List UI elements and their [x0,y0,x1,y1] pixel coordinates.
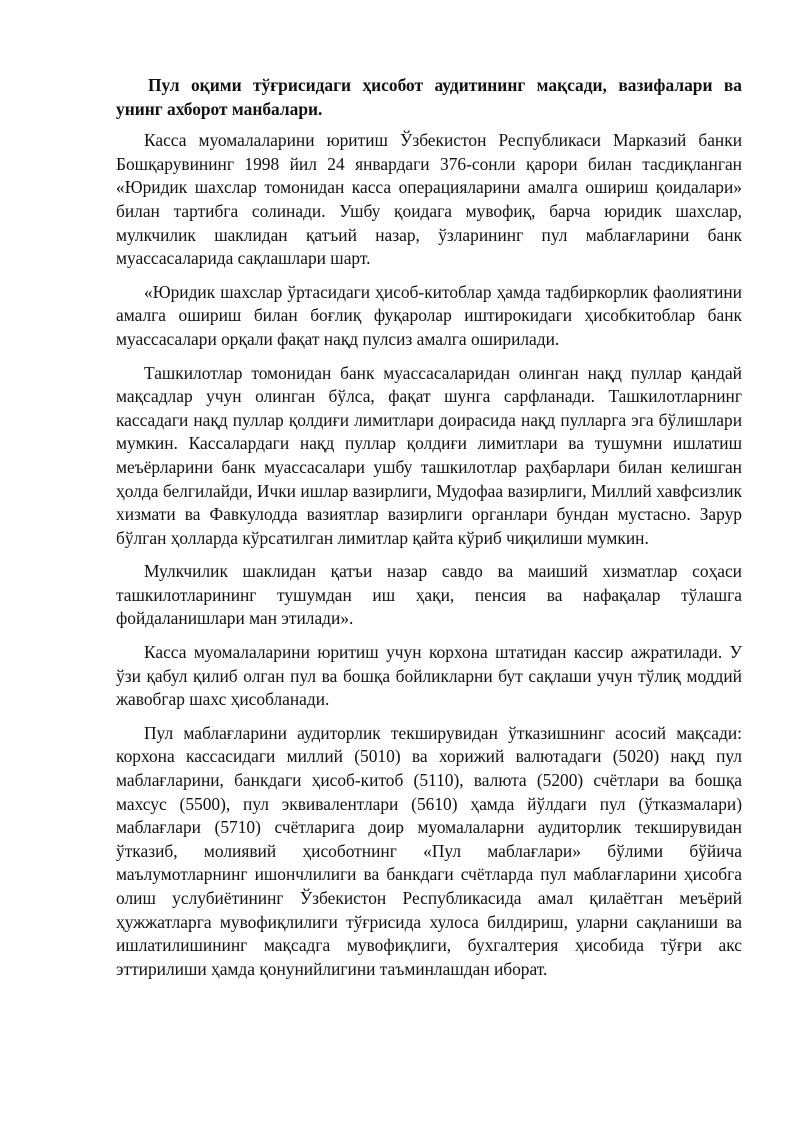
paragraph-cashier-responsibility: Касса муомалаларини юритиш учун корхона штатидан кассир ажратилади. У ўзи қабул қилиб олган пул ва бошқа бойликларни бут сақлаши учун тўлиқ моддий жавобгар шахс ҳисобланади. [116,642,742,710]
paragraph-cash-limits: Ташкилотлар томонидан банк муассасаларидан олинган нақд пуллар қандай мақсадлар учун олинган бўлса, фақат шунга сарфланади. Ташкилотларнинг кассадаги нақд пуллар қолдиғи лимитлари доирасида нақд пулларга эга бўлишлари мумкин. Кассалардаги нақд пуллар қолдиғи лимитлари ва тушумни ишлатиш меъёрларини банк муассасалари ушбу ташкилотлар раҳбарлари билан келишган ҳолда белгилайди, Ички ишлар вазирлиги, Мудофаа вазирлиги, Миллий хавфсизлик хизмати ва Фавкулодда вазиятлар вазирлиги органлари бундан мустасно. Зарур бўлган ҳолларда кўрсатилган лимитлар қайта кўриб чиқилиши мумкин. [116,362,742,548]
paragraph-audit-purpose: Пул маблағларини аудиторлик текширувидан ўтказишнинг асосий мақсади: корхона кассасидаги миллий (5010) ва хорижий валютадаги (5020) нақд пул маблағларини, банкдаги ҳисоб-китоб (5110), валюта (5200) счётлари ва бошқа махсус (5500), пул эквивалентлари (5610) ҳамда йўлдаги пул (ўтказмалари) маблағлари (5710) счётларига доир муомалаларни аудиторлик текширувидан ўтказиб, молиявий ҳисоботнинг «Пул маблағлари» бўлими бўйича маълумотларнинг ишончлилиги ва банкдаги счётларда пул маблағларини ҳисобга олиш услубиётининг Ўзбекистон Республикасида амал қилаётган меъёрий ҳужжатларга мувофиқлилиги тўғрисида хулоса билдириш, уларни сақланиши ва ишлатилишининг мақсадга мувофиқлиги, бухгалтерия ҳисобида тўғри акс эттирилиши ҳамда қонунийлигини таъминлашдан иборат. [116,722,742,979]
document-title: Пул оқими тўғрисидаги ҳисобот аудитининг мақсади, вазифалари ва унинг ахборот манбалари. [116,75,742,119]
paragraph-revenue-usage-ban: Мулкчилик шаклидан қатъи назар савдо ва маиший хизматлар соҳаси ташкилотларининг тушумдан иш ҳақи, пенсия ва нафақалар тўлашга фойдаланишлари ман этилади». [116,561,742,629]
document-page [116,74,742,991]
paragraph-cash-operations-rules: Касса муомалаларини юритиш Ўзбекистон Республикаси Марказий банки Бошқарувининг 1998 йил 24 январдаги 376-сонли қарори билан тасдиқланган «Юридик шахслар томонидан касса операцияларини амалга ошириш қоидалари» билан тартибга солинади. Ушбу қоидага мувофиқ, барча юридик шахслар, мулкчилик шаклидан қатъий назар, ўзларининг пул маблағларини банк муассасаларида сақлашлари шарт. [116,130,742,269]
paragraph-cashless-settlements: «Юридик шахслар ўртасидаги ҳисоб-китоблар ҳамда тадбиркорлик фаолиятини амалга ошириш билан боғлиқ фуқаролар иштирокидаги ҳисобкитоблар банк муассасалари орқали фақат нақд пулсиз амалга оширилади. [116,281,742,349]
